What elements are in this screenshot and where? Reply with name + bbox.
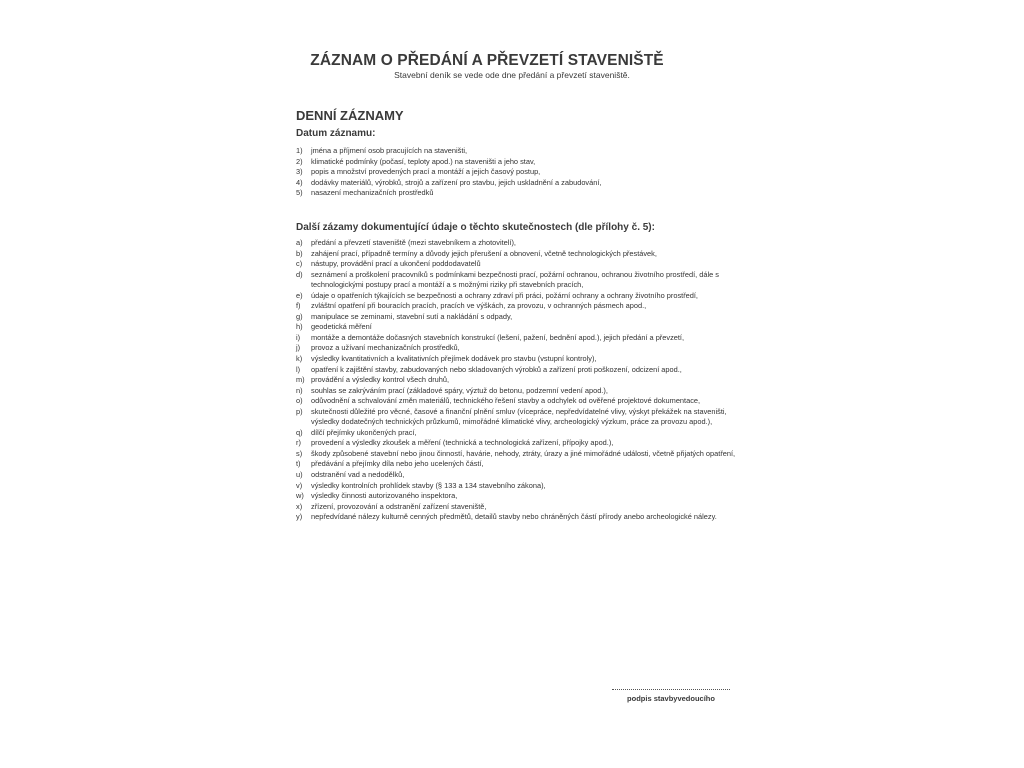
list-item [296, 438, 742, 449]
list-item [296, 301, 742, 312]
item-marker: o) [296, 396, 303, 406]
list-item [296, 481, 742, 492]
list-item [296, 386, 742, 397]
document-title: ZÁZNAM O PŘEDÁNÍ A PŘEVZETÍ STAVENIŠTĚ [310, 52, 664, 69]
further-records-heading: Další zázamy dokumentující údaje o těchto skutečnostech (dle přílohy č. 5): [296, 222, 655, 233]
item-text: provoz a užívaní mechanizačních prostředků, [311, 343, 460, 353]
item-marker: f) [296, 301, 301, 311]
list-item [296, 512, 742, 523]
item-marker: n) [296, 385, 303, 395]
list-item [296, 157, 756, 168]
item-text: manipulace se zeminami, stavební sutí a nakládání s odpady, [311, 311, 513, 321]
list-item [296, 343, 742, 354]
date-label: Datum záznamu: [296, 128, 376, 139]
list-item [296, 167, 756, 178]
item-marker: g) [296, 311, 303, 321]
item-text: jména a příjmení osob pracujících na staveništi, [311, 146, 468, 155]
item-marker: s) [296, 448, 303, 458]
item-marker: 3) [296, 167, 303, 177]
item-marker: 1) [296, 146, 303, 155]
item-text: seznámení a proškolení pracovníků s podmínkami bezpečnosti prací, požární ochranou, ochranou životního prostředí, dále s technologickými postupy prací a montáží a s možnými riziky při stavebních pracích, [311, 269, 719, 290]
item-text: klimatické podmínky (počasí, teploty apod.) na staveništi a jeho stav, [311, 156, 536, 166]
item-text: nasazení mechanizačních prostředků [311, 188, 434, 198]
item-marker: u) [296, 470, 303, 480]
item-marker: l) [296, 364, 301, 374]
item-marker: h) [296, 322, 303, 332]
list-item [296, 188, 756, 199]
list-item [296, 178, 756, 189]
item-text: opatření k zajištění stavby, zabudovaných nebo skladovaných výrobků a zařízení proti poškození, odcizení apod., [311, 364, 682, 374]
list-item [296, 365, 742, 376]
document-subtitle: Stavební deník se vede ode dne předání a převzetí staveniště. [394, 70, 630, 80]
item-text: nástupy, provádění prací a ukončení poddodavatelů [311, 259, 481, 269]
list-item [296, 459, 742, 470]
item-marker: a) [296, 238, 303, 247]
item-marker: 5) [296, 188, 303, 198]
list-item [296, 449, 742, 460]
item-text: provedení a výsledky zkoušek a měření (technická a technologická zařízení, přípojky apod.), [311, 438, 614, 448]
item-marker: v) [296, 480, 303, 490]
item-marker: x) [296, 501, 303, 511]
item-text: výsledky kvantitativních a kvalitativních přejímek dodávek pro stavbu (vstupní kontroly), [311, 354, 597, 364]
item-text: geodetická měření [311, 322, 372, 332]
item-text: skutečnosti důležité pro věcné, časové a finanční plnění smluv (vícepráce, nepředvídatelné vlivy, výskyt překážek na staveništi, výsledky dodatečných technických průzkumů, mimořádné klimatické vlivy, archeologický výzkum, práce za provozu apod.), [311, 406, 727, 427]
list-item [296, 322, 742, 333]
item-text: zvláštní opatření při bouracích pracích, pracích ve výškách, za provozu, v ochranných pásmech apod., [311, 301, 647, 311]
item-text: odstranění vad a nedodělků, [311, 470, 405, 480]
list-item [296, 396, 742, 407]
item-text: údaje o opatřeních týkajících se bezpečnosti a ochrany zdraví při práci, požární ochrany a ochrany životního prostředí, [311, 290, 698, 300]
item-marker: e) [296, 290, 303, 300]
list-item [296, 312, 742, 323]
item-text: dodávky materiálů, výrobků, strojů a zařízení pro stavbu, jejich uskladnění a zabudování, [311, 177, 602, 187]
item-marker: q) [296, 427, 303, 437]
list-item [296, 238, 742, 249]
item-marker: m) [296, 375, 305, 385]
list-item [296, 491, 742, 502]
list-item [296, 333, 742, 344]
item-text: výsledky kontrolních prohlídek stavby (§ 133 a 134 stavebního zákona), [311, 480, 546, 490]
item-marker: w) [296, 491, 304, 501]
item-text: škody způsobené stavební nebo jinou činností, havárie, nehody, ztráty, úrazy a jiné mimořádné události, včetně přijatých opatření, [311, 448, 736, 458]
item-text: výsledky činnosti autorizovaného inspektora, [311, 491, 458, 501]
section-heading: DENNÍ ZÁZNAMY [296, 108, 404, 123]
lettered-list [296, 238, 742, 523]
item-text: popis a množství provedených prací a montáží a jejich časový postup, [311, 167, 541, 177]
item-marker: c) [296, 259, 303, 269]
numbered-list [296, 146, 756, 199]
item-marker: d) [296, 269, 303, 279]
list-item [296, 502, 742, 513]
item-marker: t) [296, 459, 301, 469]
item-text: nepředvídané nálezy kulturně cenných předmětů, detailů stavby nebo chráněných částí přírody anebo archeologické nálezy. [311, 512, 717, 522]
list-item [296, 407, 742, 428]
item-marker: j) [296, 343, 301, 353]
signature-label: podpis stavbyvedoucího [627, 694, 715, 703]
item-text: zřízení, provozování a odstranění zařízení staveniště, [311, 501, 487, 511]
list-item [296, 470, 742, 481]
item-text: zahájení prací, případně termíny a důvody jejich přerušení a obnovení, včetně technologických přestávek, [311, 248, 657, 258]
item-marker: b) [296, 248, 303, 258]
item-marker: i) [296, 332, 301, 342]
list-item [296, 354, 742, 365]
item-text: souhlas se zakrýváním prací (základové spáry, výztuž do betonu, podzemní vedení apod.), [311, 385, 608, 395]
item-marker: k) [296, 354, 303, 364]
item-marker: 4) [296, 177, 303, 187]
list-item [296, 249, 742, 260]
item-marker: r) [296, 438, 301, 448]
item-text: odůvodnění a schvalování změn materiálů, technického řešení stavby a odchylek od ověřené projektové dokumentace, [311, 396, 701, 406]
list-item [296, 291, 742, 302]
item-text: dílčí přejímky ukončených prací, [311, 427, 417, 437]
item-marker: p) [296, 406, 303, 416]
list-item [296, 270, 742, 291]
item-text: montáže a demontáže dočasných stavebních konstrukcí (lešení, pažení, bednění apod.), jejich předání a převzetí, [311, 332, 685, 342]
item-text: předání a převzetí staveniště (mezi stavebníkem a zhotovitelí), [311, 238, 516, 247]
item-marker: 2) [296, 156, 303, 166]
list-item [296, 428, 742, 439]
item-marker: y) [296, 512, 303, 522]
item-text: předávání a přejímky díla nebo jeho ucelených částí, [311, 459, 484, 469]
signature-line [612, 689, 730, 690]
item-text: provádění a výsledky kontrol všech druhů, [311, 375, 450, 385]
list-item [296, 146, 756, 157]
list-item [296, 375, 742, 386]
list-item [296, 259, 742, 270]
